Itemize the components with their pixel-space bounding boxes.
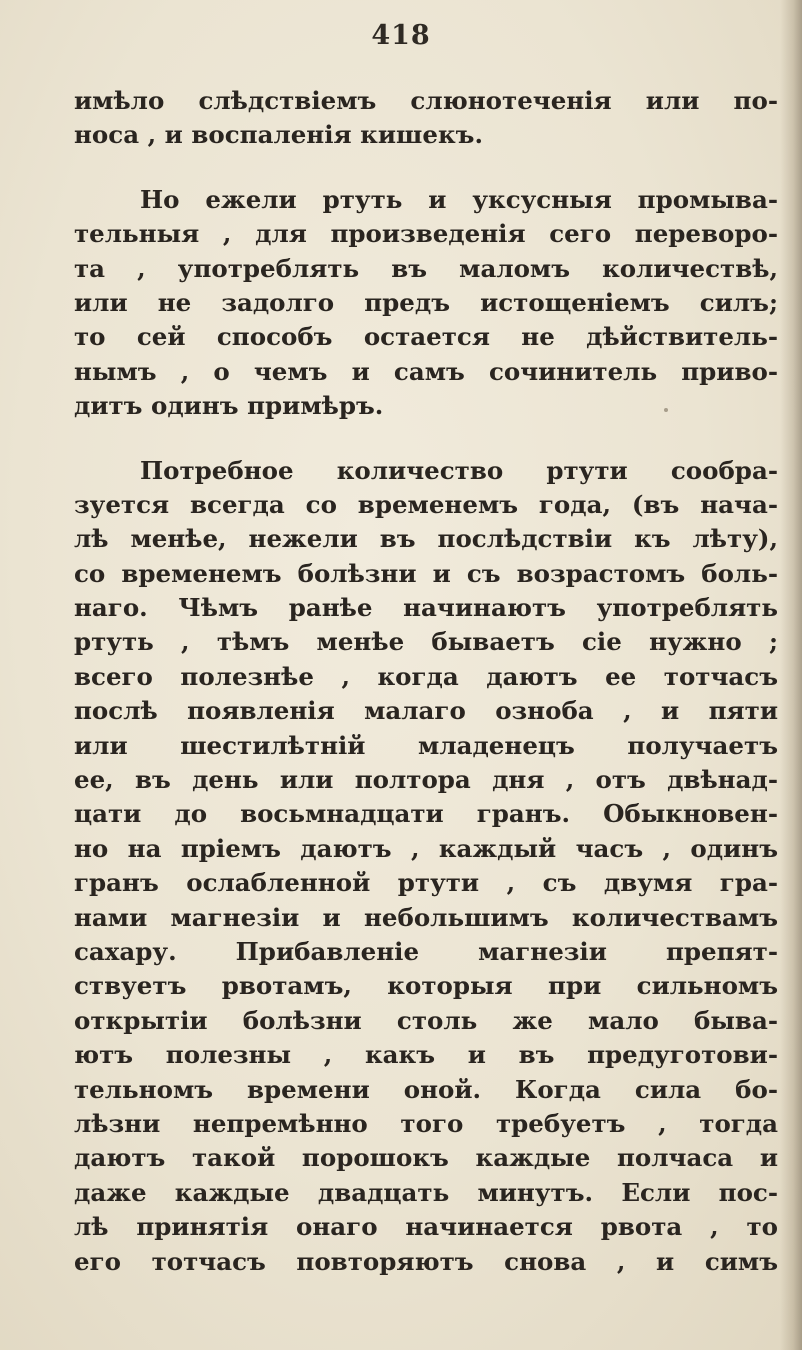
text-line: то сей способъ остается не дѣйствитель- — [74, 322, 778, 352]
text-line: ртуть , тѣмъ менѣе бываетъ сіе нужно ; — [74, 627, 778, 657]
text-line: лѣ принятія онаго начинается рвота , то — [74, 1212, 778, 1242]
text-line: носа , и воспаленія кишекъ. — [74, 120, 483, 150]
text-line: или не задолго предъ истощеніемъ силъ; — [74, 287, 778, 317]
text-line: сахару. Прибавленіе магнезіи препят- — [74, 936, 778, 966]
text-line: даютъ такой порошокъ каждые полчаса и — [74, 1143, 778, 1173]
body-text — [74, 84, 778, 1279]
text-line: цати до восьмнадцати гранъ. Обыкновен- — [74, 799, 778, 829]
text-line: даже каждые двадцать минутъ. Если пос- — [74, 1177, 778, 1207]
paragraph — [74, 183, 778, 424]
paragraph — [74, 84, 778, 153]
text-line: лѣ менѣе, нежели въ послѣдствіи къ лѣту), — [74, 524, 778, 554]
text-line: ствуетъ рвотамъ, которыя при сильномъ — [74, 971, 778, 1001]
text-line: Но ежели ртуть и уксусныя промыва- — [140, 184, 778, 214]
text-line: со временемъ болѣзни и съ возрастомъ боль- — [74, 558, 778, 588]
spine-shadow — [780, 0, 802, 1350]
text-line: имѣло слѣдствіемъ слюнотеченія или по- — [74, 86, 778, 115]
text-line: тельныя , для произведенія сего переворо- — [74, 219, 778, 249]
text-line: та , употреблять въ маломъ количествѣ, — [74, 253, 778, 283]
text-line: тельномъ времени оной. Когда сила бо- — [74, 1074, 778, 1104]
text-line: ее, въ день или полтора дня , отъ двѣнад- — [74, 765, 778, 795]
text-line: гранъ ослабленной ртути , съ двумя гра- — [74, 868, 778, 898]
text-line: Потребное количество ртути сообра- — [140, 455, 778, 485]
text-line: открытіи болѣзни столь же мало быва- — [74, 1005, 778, 1035]
text-line: послѣ появленія малаго озноба , и пяти — [74, 696, 778, 726]
paragraph — [74, 454, 778, 1279]
text-line: дитъ одинъ примѣръ. — [74, 391, 384, 421]
text-line: его тотчасъ повторяютъ снова , и симъ — [74, 1246, 778, 1276]
text-line: лѣзни непремѣнно того требуетъ , тогда — [74, 1108, 778, 1138]
text-line: зуется всегда со временемъ года, (въ нача- — [74, 489, 778, 519]
text-line: или шестилѣтній младенецъ получаетъ — [74, 730, 778, 760]
text-line: нами магнезіи и небольшимъ количествамъ — [74, 902, 778, 932]
page-number: 418 — [371, 20, 431, 51]
text-line: всего полезнѣе , когда даютъ ее тотчасъ — [74, 661, 778, 691]
text-line: нымъ , о чемъ и самъ сочинитель приво- — [74, 356, 778, 386]
text-line: ютъ полезны , какъ и въ предуготови- — [74, 1040, 778, 1070]
text-line: наго. Чѣмъ ранѣе начинаютъ употреблять — [74, 593, 778, 623]
text-line: но на пріемъ даютъ , каждый часъ , одинъ — [74, 833, 778, 863]
